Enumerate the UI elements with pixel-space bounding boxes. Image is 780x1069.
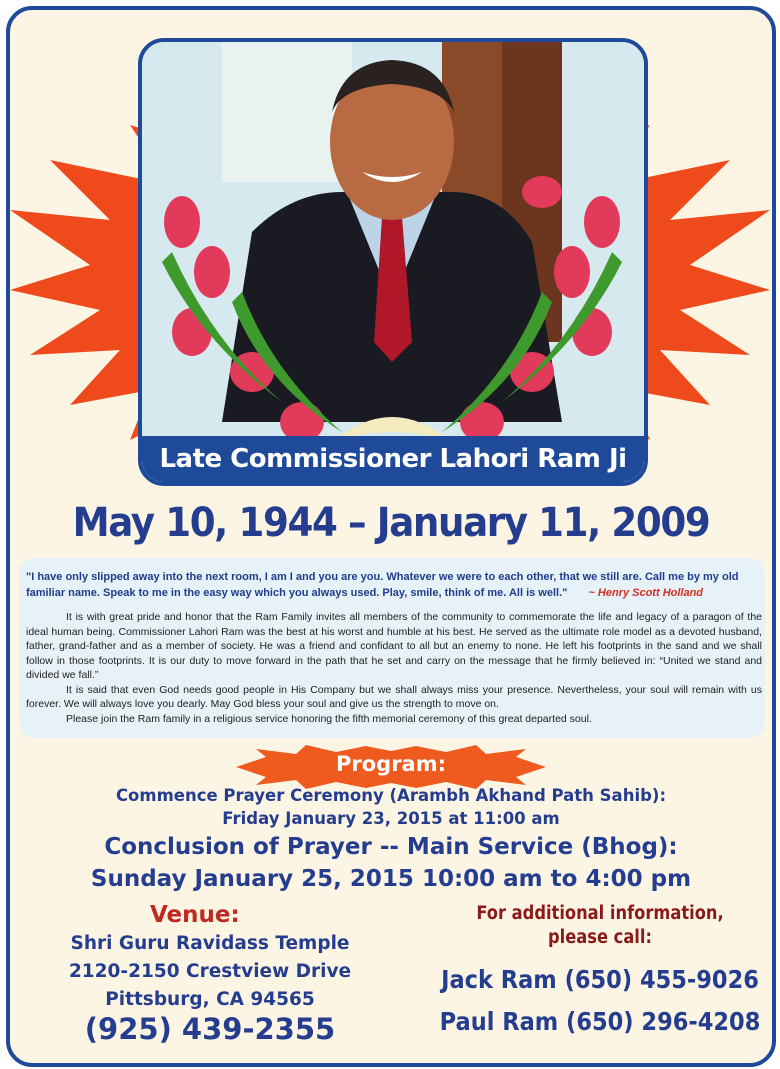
info-title-line-2: please call: [548,927,652,948]
name-banner: Late Commissioner Lahori Ram Ji [142,436,644,482]
venue-name: Shri Guru Ravidass Temple [70,933,350,954]
portrait-illustration [142,42,644,482]
tribute-paragraph-2: It is said that even God needs good people in His Company but we shall always miss your presence. Nevertheless, your soul will remain with us forever. We will always love you dearly. May God bless your soul and give us the strength to move on. [26,683,762,710]
venue-city: Pittsburg, CA 94565 [105,989,315,1010]
life-dates: May 10, 1944 – January 11, 2009 [72,500,710,546]
flyer-frame [6,6,776,1067]
program-line-3: Conclusion of Prayer -- Main Service (Bhog): [104,834,678,860]
memorial-quote [26,569,764,601]
quote-author: ~ Henry Scott Holland [588,587,704,599]
info-title-line-1: For additional information, [476,903,724,924]
quote-text: "I have only slipped away into the next room, I am I and you are you. Whatever we were to each other, that we still are. Call me by my old familiar name. Speak to me in the easy way which you always used. Play, smile, think of me. All is well." [26,571,739,599]
contact-paul: Paul Ram (650) 296-4208 [439,1007,761,1036]
venue-phone: (925) 439-2355 [84,1012,336,1046]
program-line-2: Friday January 23, 2015 at 11:00 am [222,809,560,828]
venue-title: Venue: [150,902,240,928]
contact-jack: Jack Ram (650) 455-9026 [441,965,759,994]
tribute-paragraph-3: Please join the Ram family in a religious service honoring the fifth memorial ceremony of this great departed soul. [66,712,592,725]
tribute-paragraph-1: It is with great pride and honor that the Ram Family invites all members of the community to commemorate the life and legacy of a paragon of the ideal human being. Commissioner Lahori Ram was the best at his worst and humble at his best. He served as the ultimate role model as a devoted husband, father, grand-father and as a member of society. He was a friend and confidant to all but an enemy to none. He left his footprints in the sand and we shall follow in those footprints. It is our duty to move forward in the path that he set and carry on the message that he firmly believed in: “United we stand and divided we fall.” [26,611,762,681]
tribute-text [26,610,762,726]
program-line-4: Sunday January 25, 2015 10:00 am to 4:00 pm [90,866,692,892]
venue-street: 2120-2150 Crestview Drive [68,961,352,982]
program-label: Program: [335,752,446,776]
memorial-portrait [138,38,648,486]
program-line-1: Commence Prayer Ceremony (Arambh Akhand Path Sahib): [115,786,667,805]
